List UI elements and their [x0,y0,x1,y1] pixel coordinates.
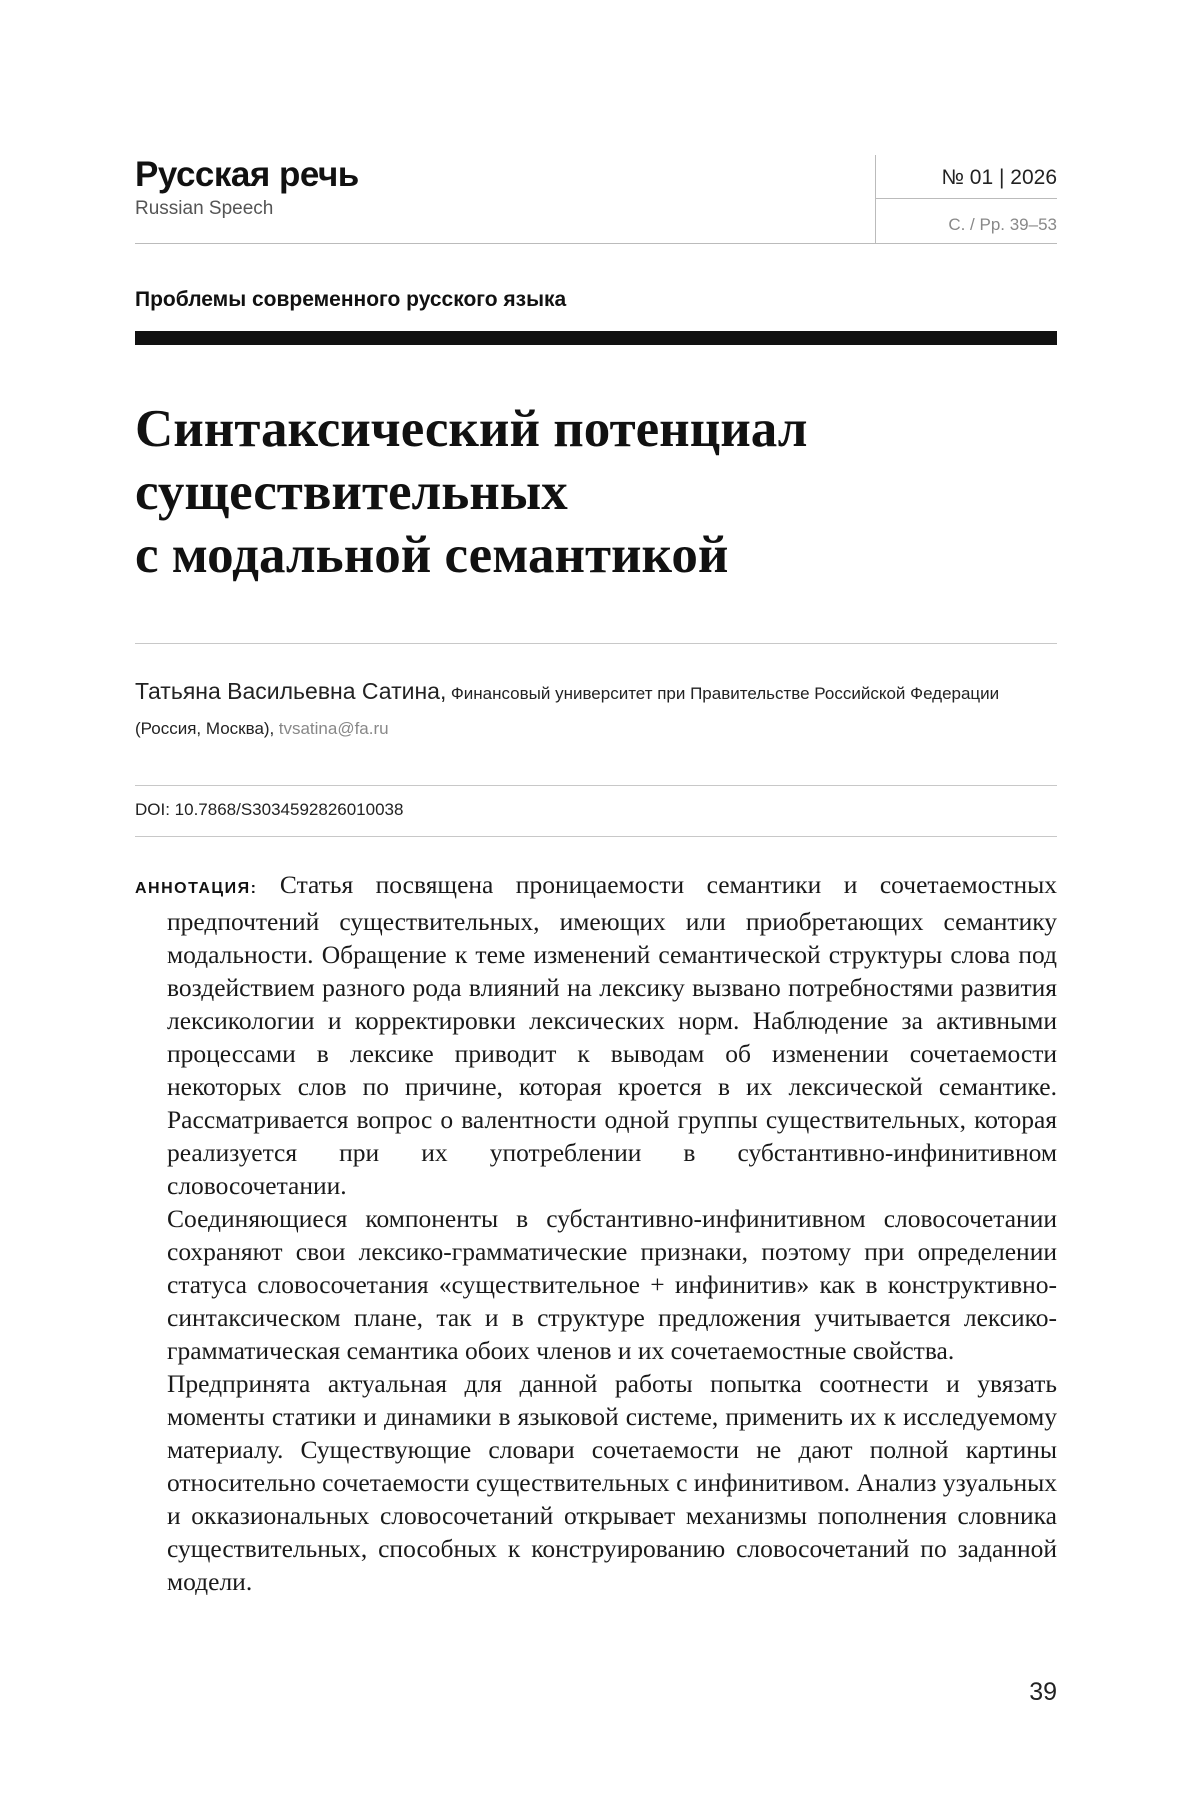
author-affiliation: Финансовый университет при Правительстве Российской Федерации (Россия, Москва), [135,684,1000,738]
abstract-text: Статья посвящена проницаемости семантики и сочетаемостных предпочтений существительных, имеющих или приобретающих семантику модальности. Обращение к теме изменений семантической структуры слова под воздействием разного рода влияний на лексику вызвано потребностями развития лексикологии и корректировки лексических норм. Наблюдение за активными процессами в лексике приводит к выводам об изменении сочетаемости некоторых слов по причине, которая кроется в их лексической семантике. Рассматривается вопрос о валентности одной группы существительных, которая реализуется при их употреблении в субстантивно-инфинитивном словосочетании. [167,870,1058,1200]
issue-number: № 01 | 2026 [941,166,1057,189]
header-inner-divider [876,198,1057,199]
article-title-line: Синтаксический потенциал [135,400,808,458]
doi-bottom-rule [135,836,1057,837]
page-number: 39 [1029,1678,1057,1706]
author-name: Татьяна Васильевна Сатина, [135,678,447,704]
abstract [135,868,1057,1598]
journal-page [135,0,1057,1801]
section-bar [135,331,1057,345]
article-title-line: существительных [135,463,568,521]
article-title-line: с модальной семантикой [135,526,729,584]
page-range: С. / Pp. 39–53 [948,215,1057,234]
doi: DOI: 10.7868/S3034592826010038 [135,800,404,819]
abstract-paragraph: Предпринята актуальная для данной работы попытка соотнести и увязать моменты статики и динамики в языковой системе, применить их к исследуемому материалу. Существующие словари сочетаемости не дают полной картины относительно сочетаемости существительных с инфинитивом. Анализ узуальных и окказиональных словосочетаний открывает механизмы пополнения словника существительных, способных к конструированию словосочетаний по заданной модели. [167,1369,1057,1596]
journal-header [135,155,1057,243]
journal-title: Русская речь [135,155,359,194]
section-heading: Проблемы современного русского языка [135,288,567,311]
doi-top-rule [135,785,1057,786]
author-email-link[interactable]: tvsatina@fa.ru [278,719,389,738]
journal-subtitle: Russian Speech [135,198,274,219]
header-vertical-divider [875,155,876,243]
title-rule [135,643,1057,644]
header-rule [135,243,1057,244]
author-block [135,674,1057,747]
article-title [135,398,1057,587]
abstract-paragraph: Соединяющиеся компоненты в субстантивно-инфинитивном словосочетании сохраняют свои лексико-грамматические признаки, поэтому при определении статуса словосочетания «существительное + инфинитив» как в конструктивно-синтаксическом плане, так и в структуре предложения учитывается лексико-грамматическая семантика обоих членов и их сочетаемостные свойства. [167,1204,1057,1365]
abstract-paragraph [135,868,1057,1202]
abstract-label: АННОТАЦИЯ: [135,880,258,897]
